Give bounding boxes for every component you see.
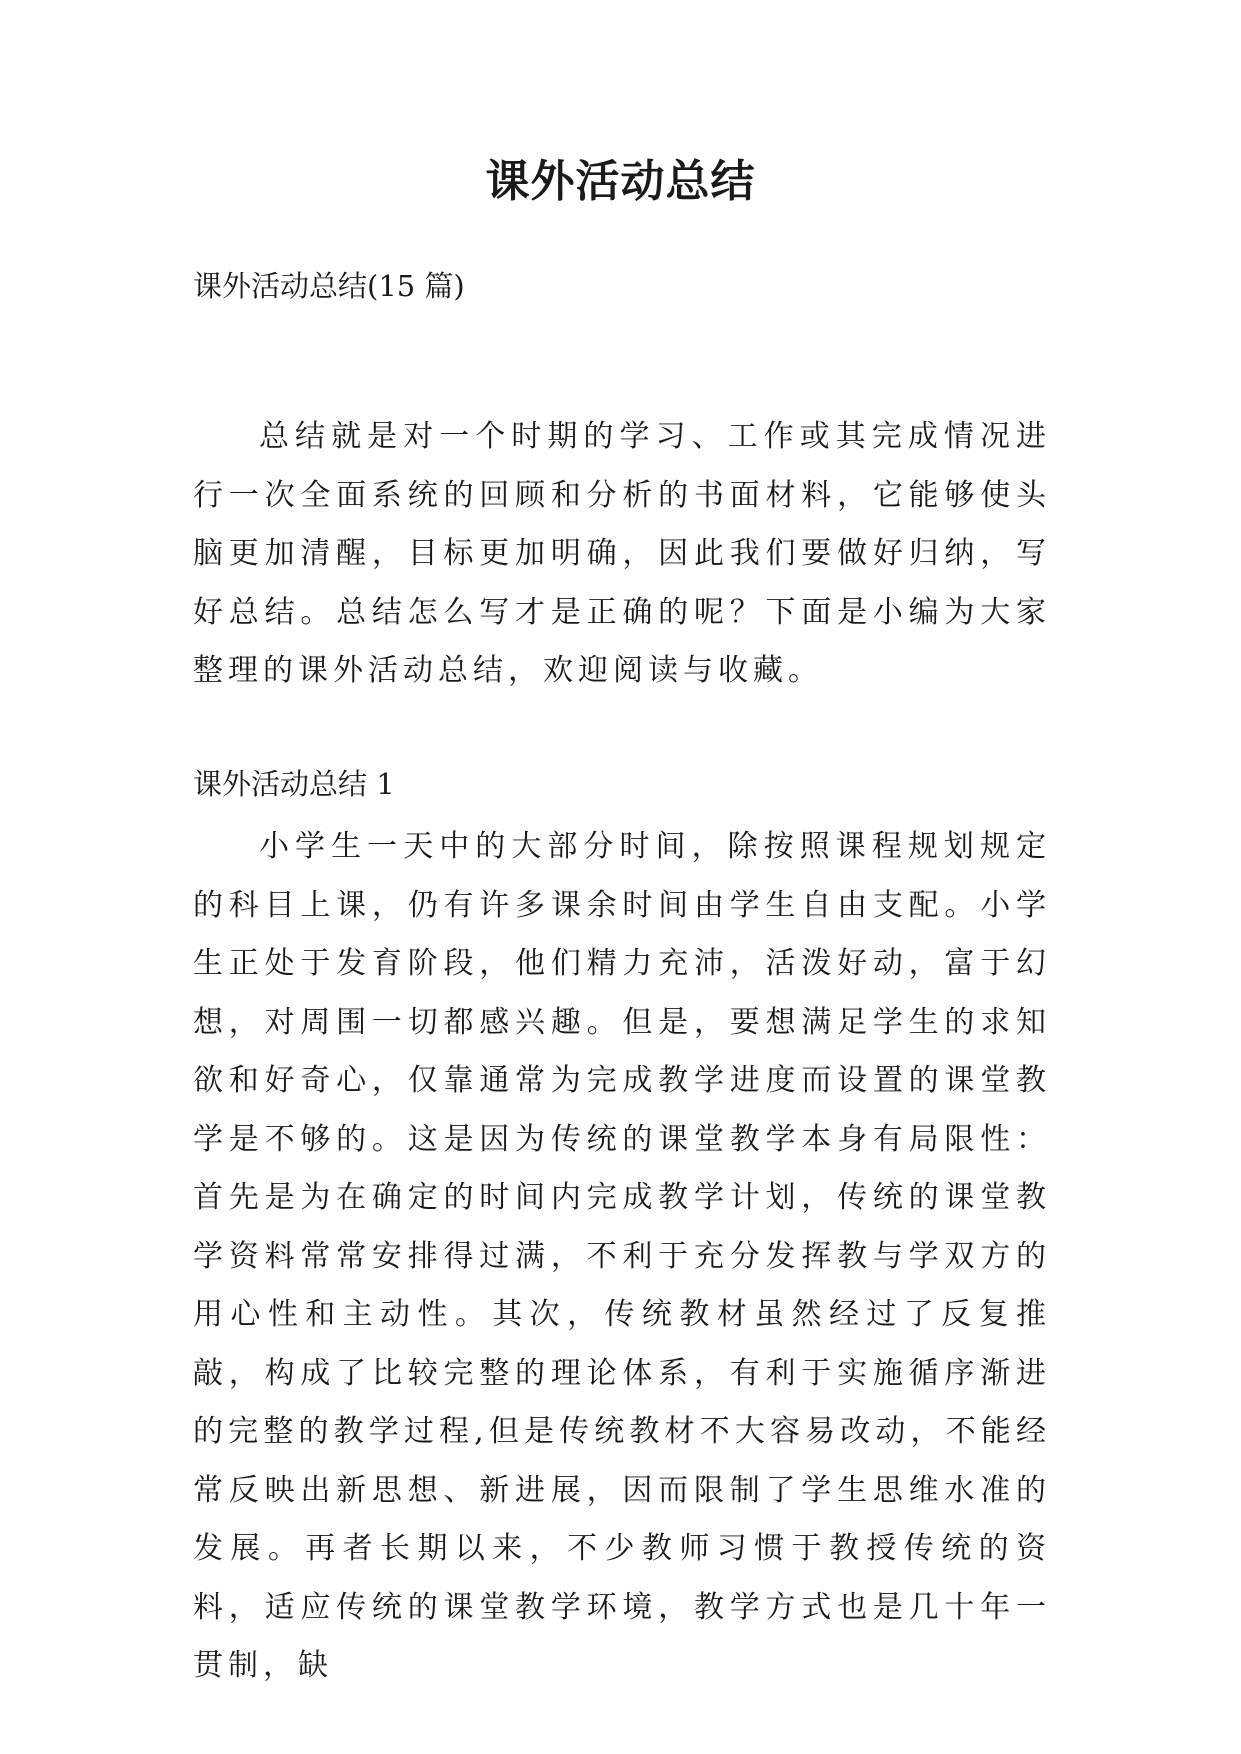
document-title: 课外活动总结: [485, 156, 756, 207]
section-heading: 课外活动总结 1: [193, 767, 395, 801]
intro-paragraph: 总结就是对一个时期的学习、工作或其完成情况进行一次全面系统的回顾和分析的书面材料，它能够使头脑更加清醒，目标更加明确，因此我们要做好归纳，写好总结。总结怎么写才是正确的呢？下面是小编为大家整理的课外活动总结，欢迎阅读与收藏。: [193, 419, 1051, 688]
section-body-paragraph: 小学生一天中的大部分时间，除按照课程规划规定的科目上课，仍有许多课余时间由学生自由支配。小学生正处于发育阶段，他们精力充沛，活泼好动，富于幻想，对周围一切都感兴趣。但是，要想满足学生的求知欲和好奇心，仅靠通常为完成教学进度而设置的课堂教学是不够的。这是因为传统的课堂教学本身有局限性：首先是为在确定的时间内完成教学计划，传统的课堂教学资料常常安排得过满，不利于充分发挥教与学双方的用心性和主动性。其次，传统教材虽然经过了反复推敲，构成了比较完整的理论体系，有利于实施循序渐进的完整的教学过程,但是传统教材不大容易改动，不能经常反映出新思想、新进展，因而限制了学生思维水准的发展。再者长期以来，不少教师习惯于教授传统的资料，适应传统的课堂教学环境，教学方式也是几十年一贯制，缺: [193, 829, 1051, 1683]
document-subtitle: 课外活动总结(15 篇): [193, 269, 465, 303]
